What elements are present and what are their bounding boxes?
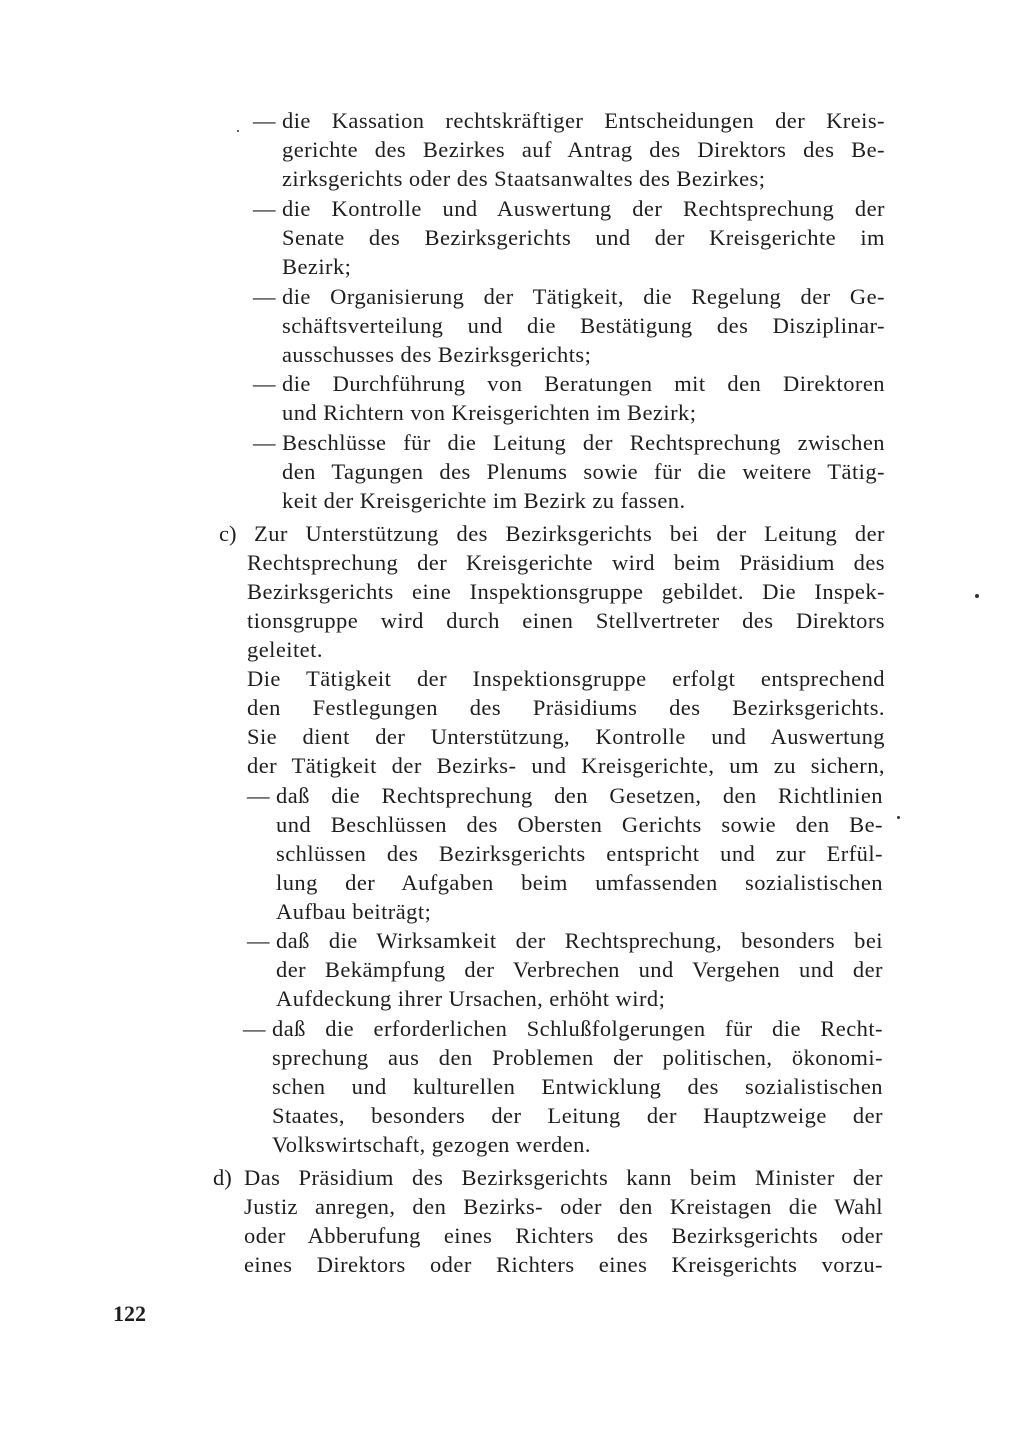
dash-marker: — [243, 1016, 266, 1041]
text-line: und Beschlüssen des Obersten Gerichts sowie den Be- [276, 812, 883, 837]
text-line: den Festlegungen des Präsidiums des Bezirksgerichts. [247, 695, 885, 720]
text-line: Die Tätigkeit der Inspektionsgruppe erfolgt entsprechend [247, 666, 885, 691]
text-line: Das Präsidium des Bezirksgerichts kann beim Minister der [244, 1165, 883, 1190]
text-line: daß die Rechtsprechung den Gesetzen, den Richtlinien [276, 783, 883, 808]
text-line: Aufdeckung ihrer Ursachen, erhöht wird; [276, 986, 666, 1011]
text-line: der Tätigkeit der Bezirks- und Kreisgerichte, um zu sichern, [247, 753, 885, 778]
text-line: schlüssen des Bezirksgerichts entspricht und zur Erfül- [276, 841, 883, 866]
text-line: die Durchführung von Beratungen mit den Direktoren [282, 371, 885, 396]
text-line: gerichte des Bezirkes auf Antrag des Direktors des Be- [282, 137, 885, 162]
dash-marker: — [247, 928, 270, 953]
text-line: den Tagungen des Plenums sowie für die weitere Tätig- [282, 459, 885, 484]
text-line: tionsgruppe wird durch einen Stellvertreter des Direktors [247, 608, 885, 633]
text-line: schen und kulturellen Entwicklung des sozialistischen [272, 1074, 883, 1099]
text-line: die Organisierung der Tätigkeit, die Regelung der Ge- [282, 284, 885, 309]
text-line: und Richtern von Kreisgerichten im Bezirk; [282, 400, 697, 425]
text-line: Bezirk; [282, 254, 352, 279]
text-line: die Kassation rechtskräftiger Entscheidungen der Kreis- [282, 108, 885, 133]
dash-marker: — [253, 284, 276, 309]
dash-marker: — [253, 371, 276, 396]
dash-marker: — [253, 430, 276, 455]
text-line: Rechtsprechung der Kreisgerichte wird beim Präsidium des [247, 550, 885, 575]
text-line: der Bekämpfung der Verbrechen und Vergehen und der [276, 957, 883, 982]
text-line: keit der Kreisgerichte im Bezirk zu fassen. [282, 488, 686, 513]
text-line: Bezirksgerichts eine Inspektionsgruppe gebildet. Die Inspek- [247, 579, 885, 604]
dash-marker: — [247, 783, 270, 808]
text-line: lung der Aufgaben beim umfassenden sozialistischen [276, 870, 883, 895]
section-marker: c) [219, 521, 237, 546]
text-line: Beschlüsse für die Leitung der Rechtsprechung zwischen [282, 430, 885, 455]
text-line: eines Direktors oder Richters eines Kreisgerichts vorzu- [244, 1252, 883, 1277]
text-line: daß die Wirksamkeit der Rechtsprechung, besonders bei [276, 928, 883, 953]
text-line: Zur Unterstützung des Bezirksgerichts bei der Leitung der [254, 521, 885, 546]
page-number: 122 [113, 1301, 146, 1326]
text-line: daß die erforderlichen Schlußfolgerungen für die Recht- [272, 1016, 883, 1041]
scan-speck [975, 594, 979, 598]
text-line: geleitet. [247, 637, 323, 662]
text-line: schäftsverteilung und die Bestätigung des Disziplinar- [282, 313, 885, 338]
scan-speck [897, 816, 900, 819]
text-line: Sie dient der Unterstützung, Kontrolle und Auswertung [247, 724, 885, 749]
text-line: Aufbau beiträgt; [276, 899, 432, 924]
section-marker: d) [213, 1165, 232, 1190]
text-line: oder Abberufung eines Richters des Bezirksgerichts oder [244, 1223, 883, 1248]
text-line: ausschusses des Bezirksgerichts; [282, 342, 592, 367]
text-line: Justiz anregen, den Bezirks- oder den Kreistagen die Wahl [244, 1194, 883, 1219]
text-line: die Kontrolle und Auswertung der Rechtsprechung der [282, 196, 885, 221]
text-line: sprechung aus den Problemen der politischen, ökonomi- [272, 1045, 883, 1070]
text-line: Volkswirtschaft, gezogen werden. [272, 1132, 591, 1157]
dash-marker: — [253, 108, 276, 133]
dash-marker: — [253, 196, 276, 221]
scan-speck [237, 130, 239, 132]
text-line: zirksgerichts oder des Staatsanwaltes des Bezirkes; [282, 166, 766, 191]
text-line: Senate des Bezirksgerichts und der Kreisgerichte im [282, 225, 885, 250]
text-line: Staates, besonders der Leitung der Hauptzweige der [272, 1103, 883, 1128]
